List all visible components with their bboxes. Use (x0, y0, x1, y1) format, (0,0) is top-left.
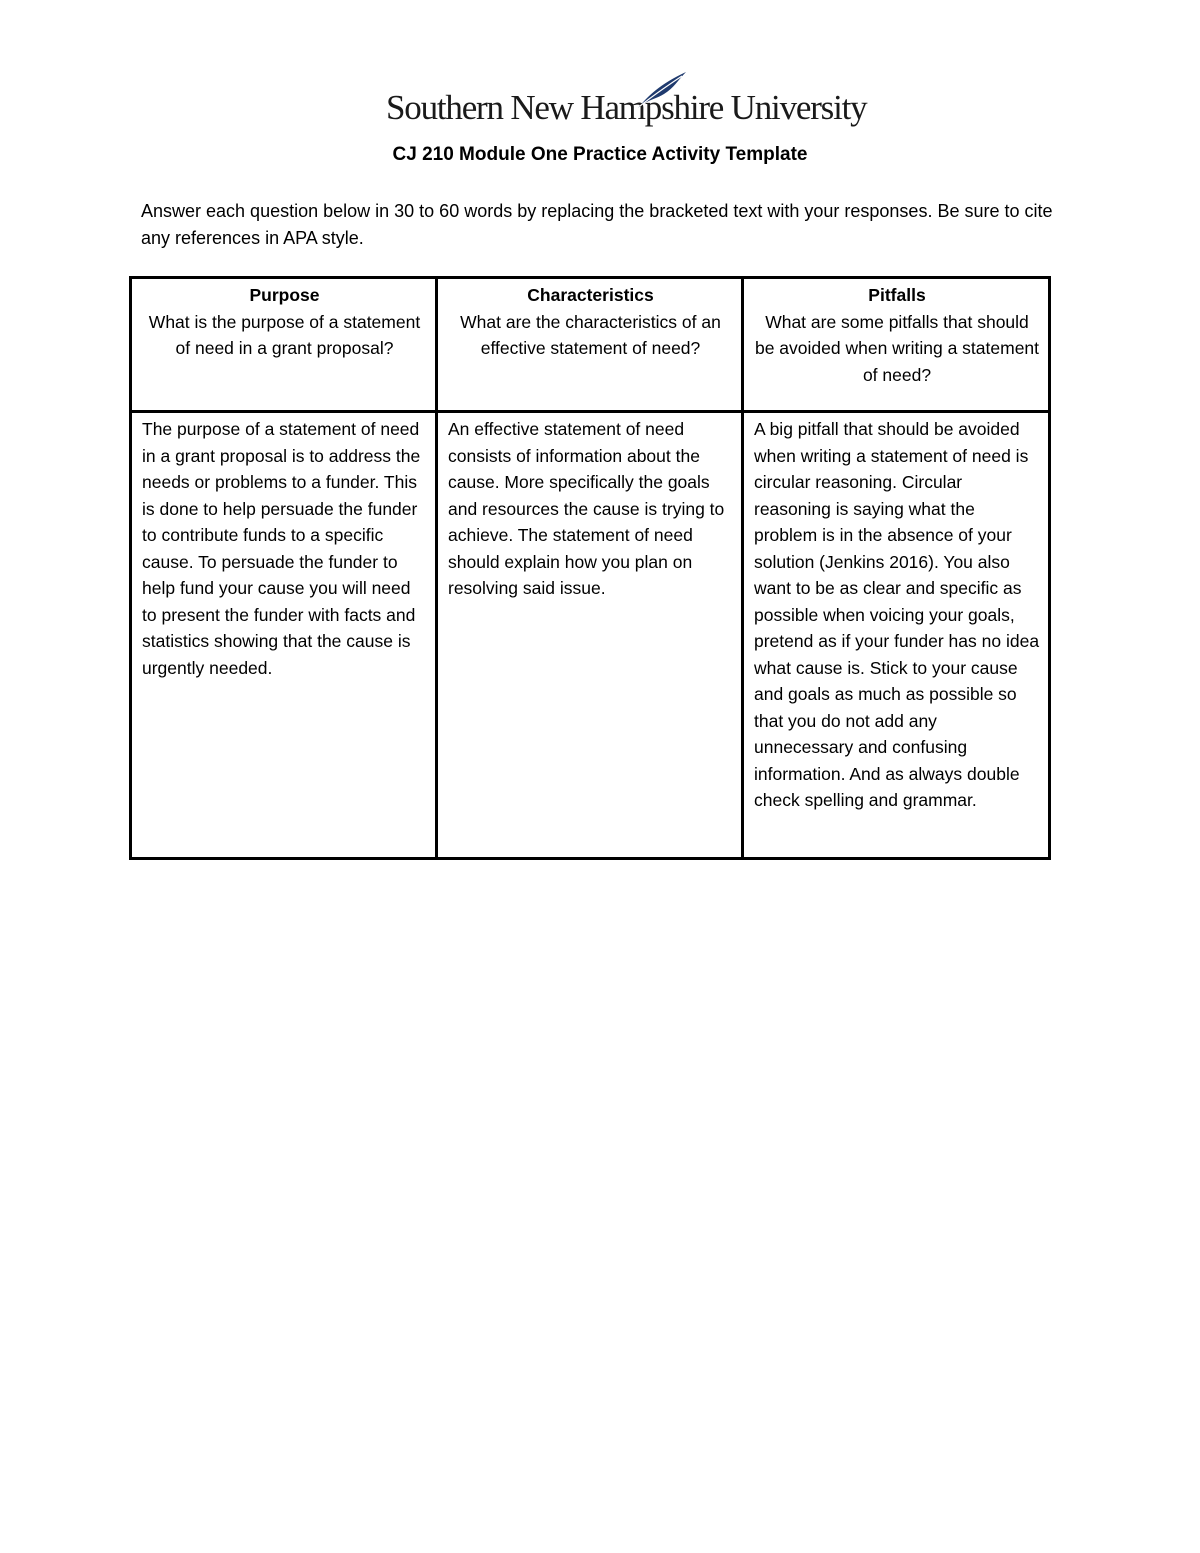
column-header-purpose (131, 278, 437, 412)
answer-cell-characteristics[interactable]: An effective statement of need consists of information about the cause. More specifically the goals and resources the cause is trying to achieve. The statement of need should explain how you plan on resolving said issue. (437, 412, 743, 859)
table-header-row (131, 278, 1050, 412)
column-question: What are some pitfalls that should be avoided when writing a statement of need? (754, 311, 1040, 385)
activity-table (129, 276, 1051, 860)
answer-cell-purpose[interactable]: The purpose of a statement of need in a grant proposal is to address the needs or problems to a funder. This is done to help persuade the funder to contribute funds to a specific cause. To persuade the funder to help fund your cause you will need to present the funder with facts and statistics showing that the cause is urgently needed. (131, 412, 437, 859)
answer-cell-pitfalls[interactable]: A big pitfall that should be avoided when writing a statement of need is circular reasoning. Circular reasoning is saying what the problem is in the absence of your solution (Jenkins 2016). You also want to be as clear and specific as possible when voicing your goals, pretend as if your funder has no idea what cause is. Stick to your cause and goals as much as possible so that you do not add any unnecessary and confusing information. And as always double check spelling and grammar. (743, 412, 1050, 859)
document-title: CJ 210 Module One Practice Activity Template (392, 144, 808, 165)
column-heading: Pitfalls (868, 285, 926, 305)
column-heading: Purpose (249, 285, 320, 305)
logo-wordmark: Southern New Hampshire University (386, 88, 867, 127)
university-logo (386, 70, 867, 138)
column-question: What is the purpose of a statement of need in a grant proposal? (148, 311, 421, 358)
quill-feather-icon (634, 70, 692, 110)
column-header-characteristics (437, 278, 743, 412)
column-heading: Characteristics (527, 285, 654, 305)
column-header-pitfalls (743, 278, 1050, 412)
instructions-text: Answer each question below in 30 to 60 words by replacing the bracketed text with your responses. Be sure to cite any references in APA style. (141, 201, 1053, 248)
column-question: What are the characteristics of an effective statement of need? (460, 311, 721, 358)
table-answer-row (131, 412, 1050, 859)
